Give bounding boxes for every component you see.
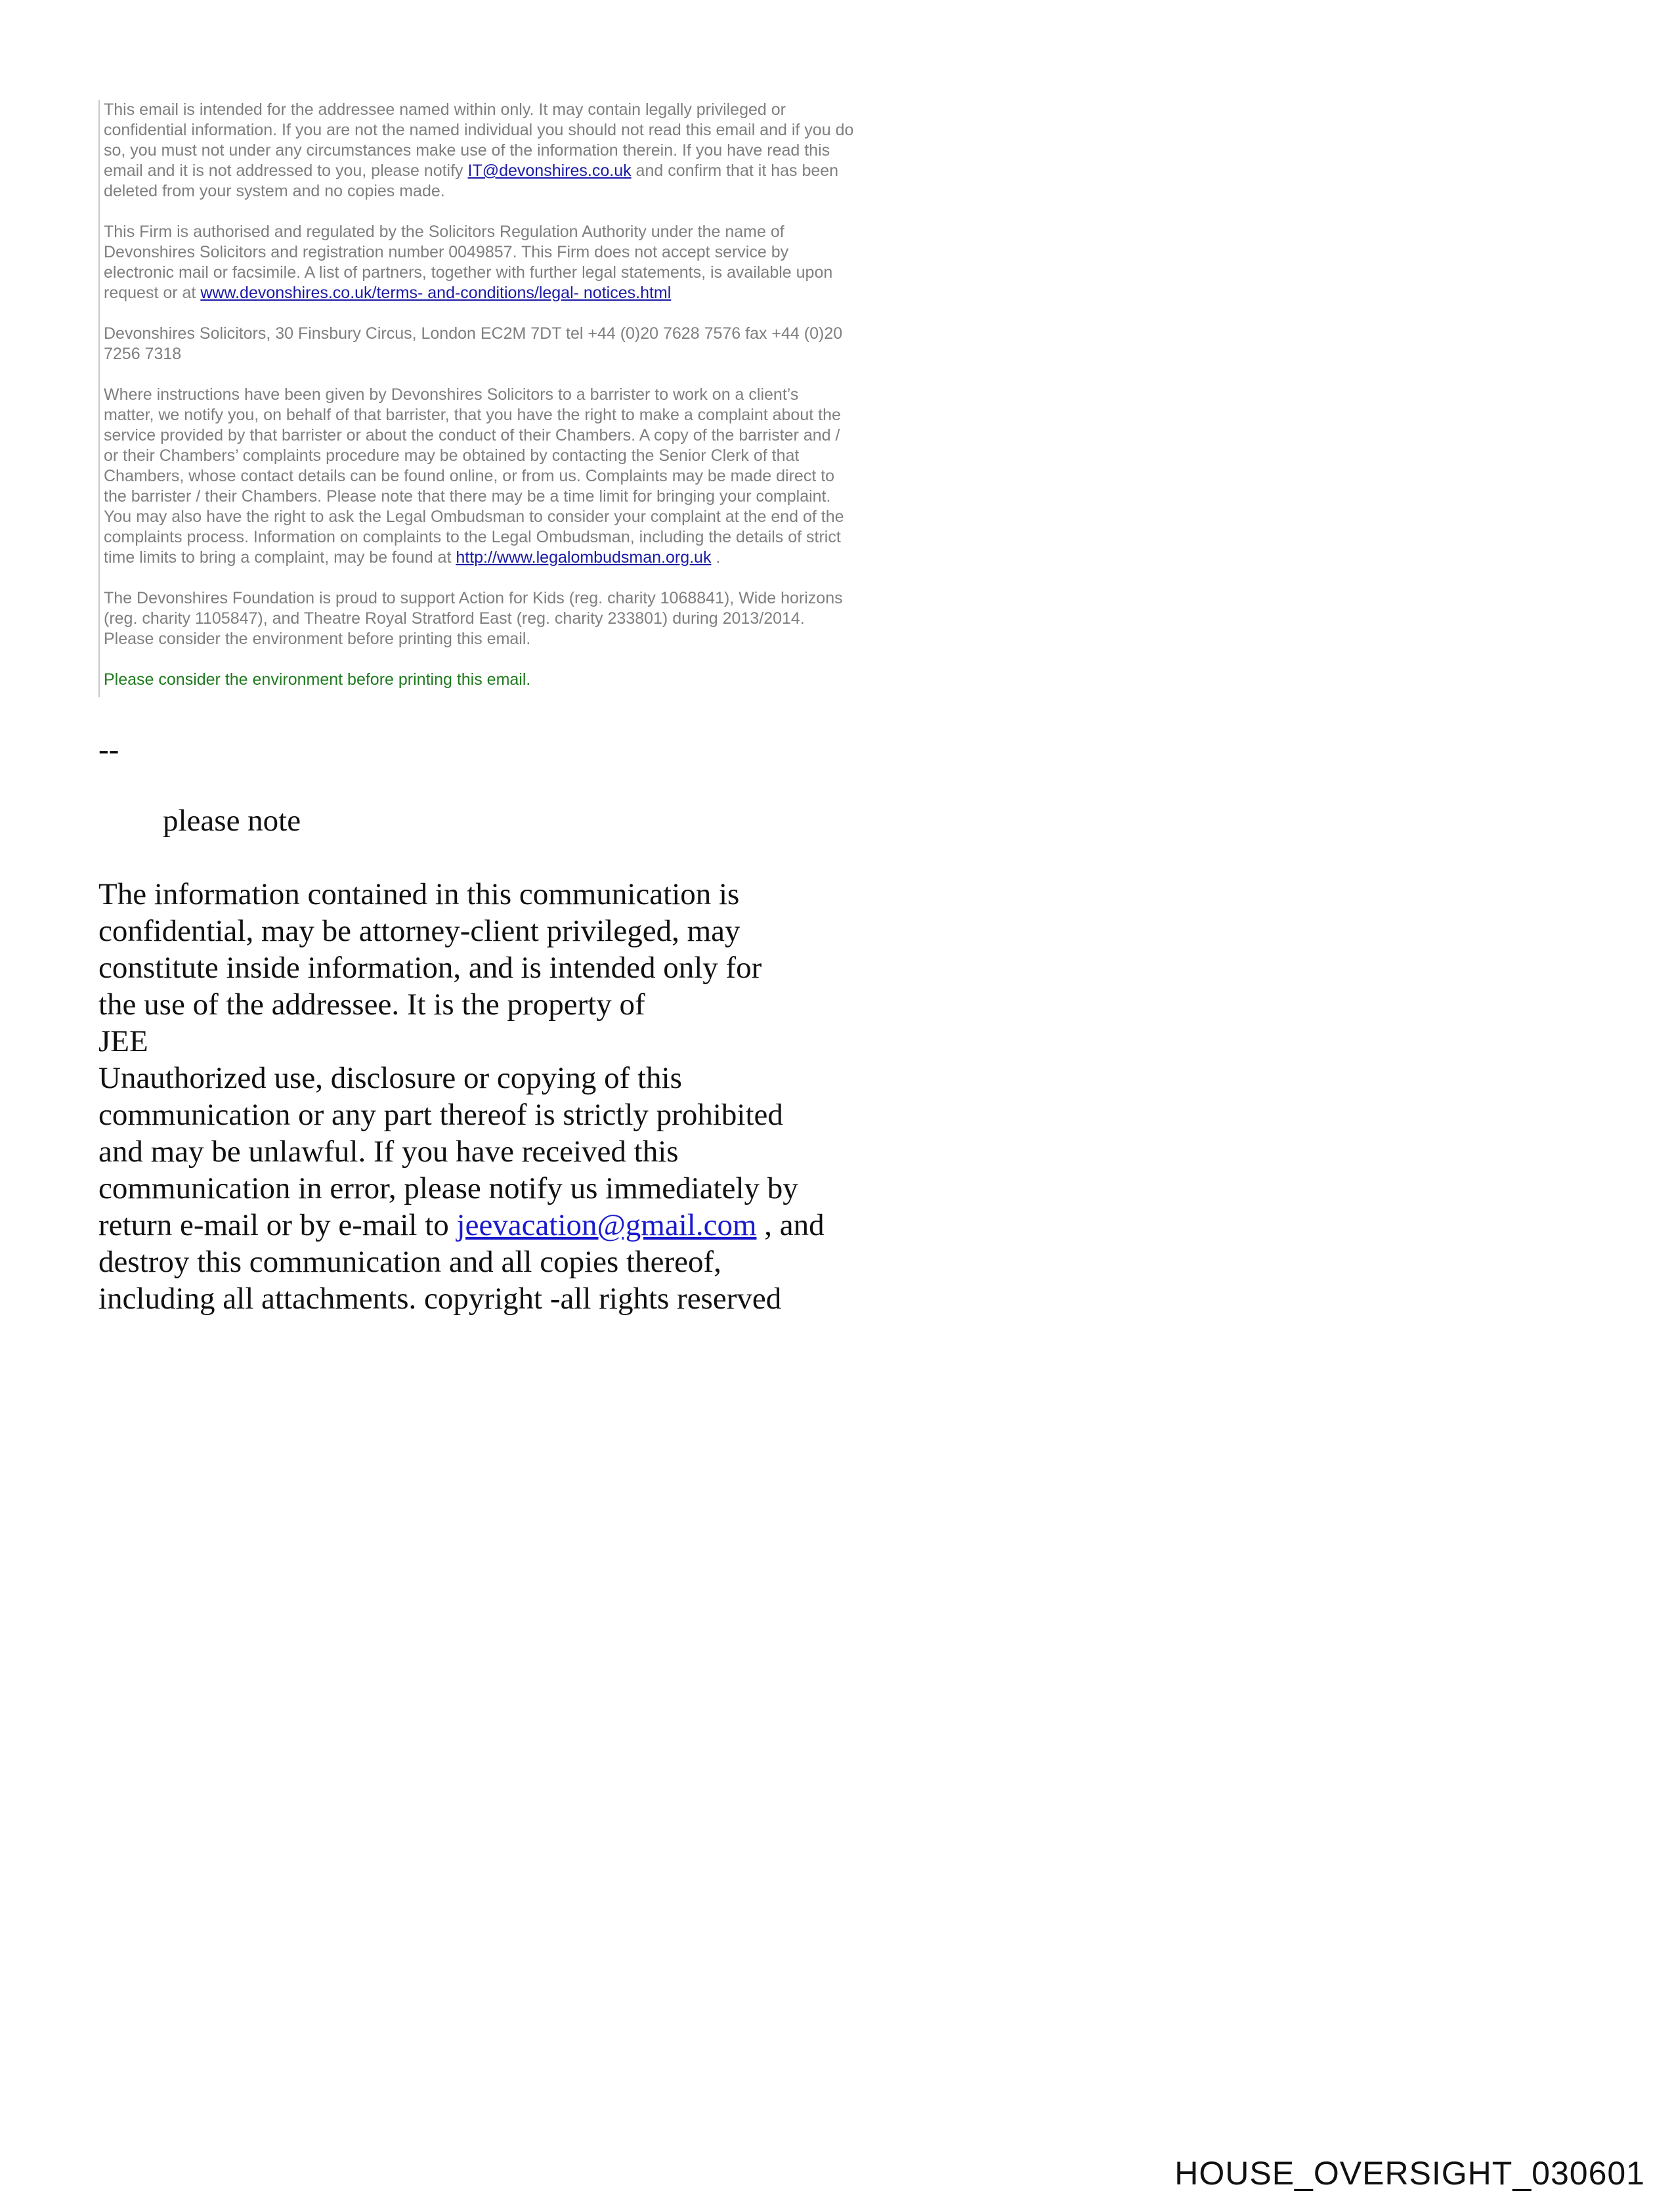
disclaimer-line: the barrister / their Chambers. Please note that there may be a time limit for bringing your complaint. <box>104 487 831 506</box>
notice-line: JEE <box>98 1024 148 1058</box>
disclaimer-address <box>104 324 932 364</box>
signature-separator: -- <box>98 733 119 767</box>
disclaimer-line: matter, we notify you, on behalf of that barrister, that you have the right to make a complaint about the <box>104 406 841 424</box>
disclaimer-line: Please consider the environment before printing this email. <box>104 630 531 648</box>
notice-line: communication in error, please notify us immediately by <box>98 1171 798 1205</box>
disclaimer-line: electronic mail or facsimile. A list of partners, together with further legal statements, is available upon <box>104 263 833 282</box>
disclaimer-complaints <box>104 385 932 568</box>
disclaimer-line: confidential information. If you are not the named individual you should not read this email and if you do <box>104 121 854 139</box>
notice-text: , and <box>756 1208 825 1242</box>
disclaimer-text: time limits to bring a complaint, may be found at <box>104 548 456 567</box>
document-id-stamp: HOUSE_OVERSIGHT_030601 <box>1174 2155 1645 2192</box>
notice-line: including all attachments. copyright -all rights reserved <box>98 1282 782 1316</box>
disclaimer-intended-addressee <box>104 100 932 202</box>
notice-line: constitute inside information, and is intended only for <box>98 951 762 985</box>
disclaimer-line: deleted from your system and no copies made. <box>104 182 445 200</box>
please-note-heading: please note <box>163 804 301 838</box>
legal-disclaimer-block <box>98 100 932 697</box>
notice-line: the use of the addressee. It is the property of <box>98 987 645 1022</box>
disclaimer-line: You may also have the right to ask the Legal Ombudsman to consider your complaint at the end of the <box>104 508 844 526</box>
disclaimer-line: Devonshires Solicitors, 30 Finsbury Circus, London EC2M 7DT tel +44 (0)20 7628 7576 fax +44 (0)20 <box>104 324 843 343</box>
legal-ombudsman-link[interactable]: http://www.legalombudsman.org.uk <box>456 548 712 567</box>
contact-email-link[interactable]: jeevacation@gmail.com <box>456 1208 757 1242</box>
environment-note: Please consider the environment before printing this email. <box>104 670 531 689</box>
notice-line: destroy this communication and all copies thereof, <box>98 1245 721 1279</box>
notice-line: The information contained in this communication is <box>98 877 740 911</box>
disclaimer-line: 7256 7318 <box>104 345 182 363</box>
disclaimer-text: . <box>711 548 721 567</box>
disclaimer-text: request or at <box>104 284 201 302</box>
notice-line <box>98 1207 825 1244</box>
it-email-link[interactable]: IT@devonshires.co.uk <box>467 162 632 180</box>
notice-line: and may be unlawful. If you have received this <box>98 1135 679 1169</box>
disclaimer-text: email and it is not addressed to you, please notify <box>104 162 468 180</box>
disclaimer-line: Where instructions have been given by Devonshires Solicitors to a barrister to work on a client’s <box>104 385 799 404</box>
disclaimer-line: complaints process. Information on complaints to the Legal Ombudsman, including the details of strict <box>104 528 841 546</box>
disclaimer-line <box>104 283 932 303</box>
disclaimer-line: Chambers, whose contact details can be found online, or from us. Complaints may be made direct to <box>104 467 835 485</box>
legal-notices-link[interactable]: www.devonshires.co.uk/terms- and-conditions/legal- notices.html <box>200 284 672 302</box>
disclaimer-line: or their Chambers’ complaints procedure may be obtained by contacting the Senior Clerk of that <box>104 446 800 465</box>
disclaimer-foundation <box>104 588 932 649</box>
disclaimer-line: service provided by that barrister or about the conduct of their Chambers. A copy of the barrister and / <box>104 426 840 445</box>
disclaimer-line: This Firm is authorised and regulated by the Solicitors Regulation Authority under the name of <box>104 223 784 241</box>
disclaimer-regulation <box>104 222 932 303</box>
disclaimer-line: (reg. charity 1105847), and Theatre Royal Stratford East (reg. charity 233801) during 2013/2014. <box>104 609 805 628</box>
confidentiality-notice <box>98 876 825 1317</box>
notice-text: return e-mail or by e-mail to <box>98 1208 457 1242</box>
disclaimer-line: The Devonshires Foundation is proud to support Action for Kids (reg. charity 1068841), Wide horizons <box>104 589 843 607</box>
disclaimer-line <box>104 548 932 568</box>
disclaimer-line <box>104 161 932 181</box>
disclaimer-text: and confirm that it has been <box>631 162 839 180</box>
notice-line: confidential, may be attorney-client privileged, may <box>98 914 740 948</box>
disclaimer-line: so, you must not under any circumstances make use of the information therein. If you have read this <box>104 141 830 160</box>
notice-line: communication or any part thereof is strictly prohibited <box>98 1098 783 1132</box>
disclaimer-line: Devonshires Solicitors and registration number 0049857. This Firm does not accept service by <box>104 243 789 261</box>
disclaimer-line: This email is intended for the addressee named within only. It may contain legally privileged or <box>104 100 786 119</box>
notice-line: Unauthorized use, disclosure or copying of this <box>98 1061 682 1095</box>
